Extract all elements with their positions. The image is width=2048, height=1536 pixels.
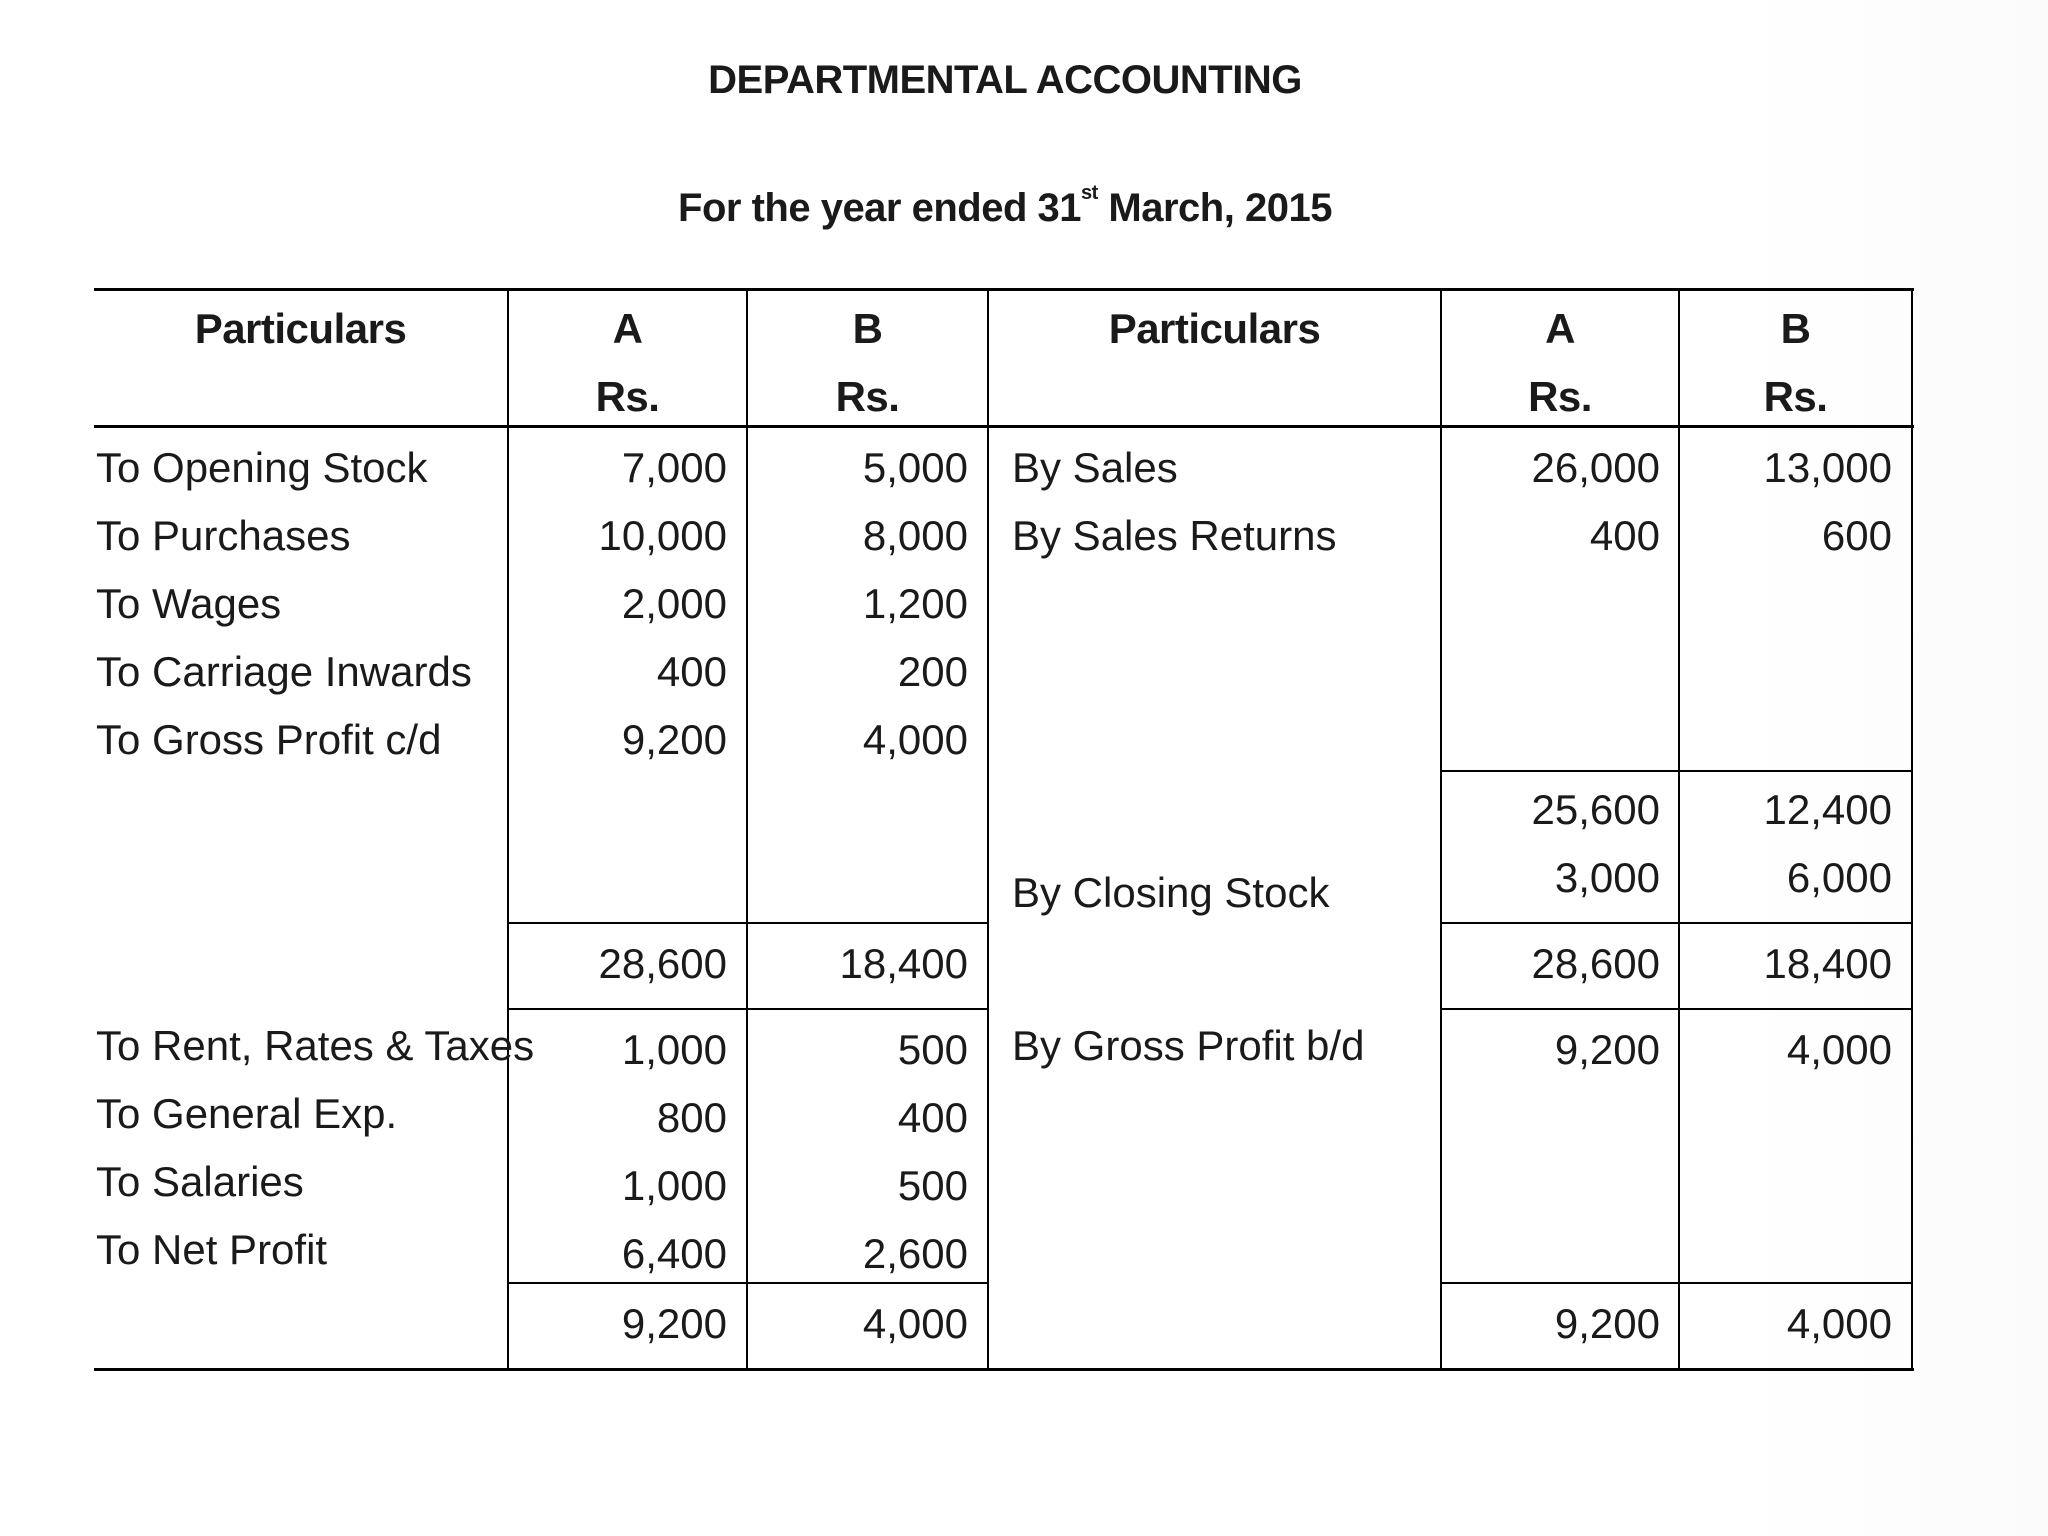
pl-debit-row-b: 500: [897, 1162, 968, 1209]
trading-total-right-a: 28,600: [1531, 940, 1660, 987]
credit-row-a: 400: [1589, 512, 1660, 559]
pl-total-left-b: 4,000: [862, 1300, 968, 1347]
pl-credit-row-label: By Gross Profit b/d: [1012, 1022, 1365, 1069]
pl-debit-row-b: 400: [897, 1094, 968, 1141]
trading-total-left-a: 28,600: [598, 940, 727, 987]
closing-stock-label: By Closing Stock: [1012, 869, 1330, 916]
right-total-top-rule: [1440, 922, 1913, 924]
left-b-header: B: [852, 305, 883, 352]
header-bottom-rule: [94, 425, 1914, 428]
right-b-header: B: [1780, 305, 1811, 352]
document-title: DEPARTMENTAL ACCOUNTING: [708, 58, 1302, 102]
right-pl-total-rule: [1440, 1282, 1913, 1284]
net-sales-a: 25,600: [1531, 786, 1660, 833]
debit-row-b: 8,000: [862, 512, 968, 559]
right-a-unit: Rs.: [1528, 373, 1592, 420]
subtitle-suffix: March, 2015: [1097, 186, 1332, 230]
table-top-rule: [94, 288, 1914, 291]
pl-debit-row-b: 2,600: [862, 1230, 968, 1277]
left-pl-total-rule: [507, 1282, 988, 1284]
net-sales-b: 12,400: [1763, 786, 1892, 833]
pl-debit-row-a: 1,000: [621, 1026, 727, 1073]
pl-debit-row-label: To Rent, Rates & Taxes: [96, 1022, 535, 1069]
credit-row-label: By Sales Returns: [1012, 512, 1337, 559]
credit-row-b: 600: [1821, 512, 1892, 559]
closing-stock-a: 3,000: [1554, 854, 1660, 901]
pl-debit-row-a: 1,000: [621, 1162, 727, 1209]
right-a-header: A: [1545, 305, 1575, 352]
closing-stock-b: 6,000: [1786, 854, 1892, 901]
left-particulars-header: Particulars: [194, 305, 407, 352]
pl-total-right-a: 9,200: [1554, 1300, 1660, 1347]
debit-row-label: To Gross Profit c/d: [96, 716, 442, 763]
right-total-bottom-rule: [1440, 1008, 1913, 1010]
right-b-unit: Rs.: [1763, 373, 1828, 420]
left-total-bottom-rule: [507, 1008, 988, 1010]
debit-row-a: 7,000: [621, 444, 727, 491]
debit-row-b: 4,000: [862, 716, 968, 763]
pl-total-left-a: 9,200: [621, 1300, 727, 1347]
pl-debit-row-a: 6,400: [621, 1230, 727, 1277]
left-total-top-rule: [507, 922, 988, 924]
credit-row-a: 26,000: [1531, 444, 1660, 491]
column-divider: [1911, 288, 1913, 1371]
trading-total-left-b: 18,400: [839, 940, 968, 987]
credit-row-label: By Sales: [1012, 444, 1178, 491]
column-divider: [987, 288, 989, 1371]
debit-row-label: To Carriage Inwards: [96, 648, 472, 695]
trading-total-right-b: 18,400: [1763, 940, 1892, 987]
pl-debit-row-a: 800: [656, 1094, 727, 1141]
pl-debit-row-label: To General Exp.: [96, 1090, 398, 1137]
subtitle-prefix: For the year ended 31: [678, 186, 1082, 230]
left-b-unit: Rs.: [835, 373, 900, 420]
table-bottom-rule: [94, 1368, 1914, 1371]
pl-debit-row-label: To Net Profit: [96, 1226, 328, 1273]
right-subtotal-rule: [1440, 770, 1913, 772]
left-a-unit: Rs.: [595, 373, 660, 420]
credit-row-b: 13,000: [1763, 444, 1892, 491]
debit-row-label: To Purchases: [96, 512, 351, 559]
left-a-header: A: [612, 305, 643, 352]
debit-row-a: 400: [656, 648, 727, 695]
pl-debit-row-b: 500: [897, 1026, 968, 1073]
right-particulars-header: Particulars: [1108, 305, 1321, 352]
debit-row-b: 5,000: [862, 444, 968, 491]
debit-row-a: 2,000: [621, 580, 727, 627]
debit-row-b: 200: [897, 648, 968, 695]
pl-credit-row-a: 9,200: [1554, 1026, 1660, 1073]
pl-credit-row-b: 4,000: [1786, 1026, 1892, 1073]
subtitle-superscript: st: [1081, 182, 1098, 204]
debit-row-a: 9,200: [621, 716, 727, 763]
debit-row-label: To Opening Stock: [96, 444, 428, 491]
debit-row-a: 10,000: [598, 512, 727, 559]
pl-total-right-b: 4,000: [1786, 1300, 1892, 1347]
debit-row-b: 1,200: [862, 580, 968, 627]
debit-row-label: To Wages: [96, 580, 282, 627]
pl-debit-row-label: To Salaries: [96, 1158, 304, 1205]
